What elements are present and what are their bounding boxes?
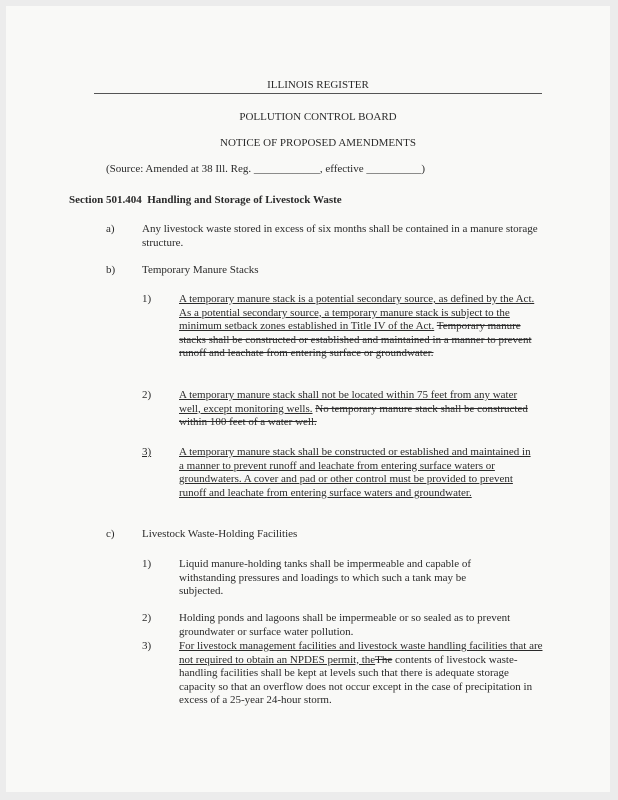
item-b1-text bbox=[179, 293, 537, 361]
item-c1-text: Liquid manure-holding tanks shall be impermeable and capable of withstanding pressures and loadings to which such a tank may be subjected. bbox=[179, 558, 472, 598]
item-c3-deleted-text: The bbox=[375, 653, 393, 666]
item-b1-number: 1) bbox=[142, 293, 152, 305]
subsection-b-label: b) bbox=[106, 264, 116, 276]
item-b2-text bbox=[179, 389, 537, 430]
register-heading: ILLINOIS REGISTER bbox=[267, 79, 369, 91]
board-heading: POLLUTION CONTROL BOARD bbox=[239, 111, 397, 123]
item-b2-deleted-text: No temporary manure stack shall be constructed within 100 feet of a water well. bbox=[179, 402, 528, 429]
item-b3-inserted-text: A temporary manure stack shall be constructed or established and maintained in a manner to prevent runoff and leachate from entering surface waters or groundwaters. A cover and pad or other control must be provided to prevent runoff and leachate from entering surface waters and groundwater. bbox=[179, 446, 531, 499]
section-title: Handling and Storage of Livestock Waste bbox=[147, 194, 342, 206]
item-b1-inserted-text: A temporary manure stack is a potential secondary source, as defined by the Act. As a potential secondary source, a temporary manure stack is subject to the minimum setback zones established in Title IV of the Act. bbox=[179, 293, 535, 333]
item-c3-body-text: contents of livestock waste-handling facilities shall be kept at levels such that there is adequate storage capacity so that an overflow does not occur except in the case of precipitation in excess of a 25-year 24-hour storm. bbox=[179, 653, 533, 707]
item-c3-number: 3) bbox=[142, 640, 152, 652]
subsection-a-label: a) bbox=[106, 223, 115, 235]
section-number: Section 501.404 bbox=[69, 194, 142, 206]
item-c2-number: 2) bbox=[142, 612, 152, 624]
subsection-a-text: Any livestock waste stored in excess of six months shall be contained in a manure storage structure. bbox=[142, 223, 538, 249]
subsection-c-title: Livestock Waste-Holding Facilities bbox=[142, 528, 298, 540]
item-b2-number: 2) bbox=[142, 389, 152, 401]
source-line: (Source: Amended at 38 Ill. Reg. ____________, effective __________) bbox=[106, 163, 426, 175]
item-b2-inserted-text: A temporary manure stack shall not be located within 75 feet from any water well, except monitoring wells. bbox=[179, 389, 518, 415]
item-c2-text: Holding ponds and lagoons shall be impermeable or so sealed as to prevent groundwater or surface water pollution. bbox=[179, 612, 511, 638]
subsection-b-title: Temporary Manure Stacks bbox=[142, 264, 259, 276]
item-c3-text bbox=[179, 640, 543, 708]
section-heading bbox=[69, 194, 539, 208]
item-c1-number: 1) bbox=[142, 558, 152, 570]
item-b3-number: 3) bbox=[142, 446, 152, 458]
item-b1-deleted-text: Temporary manure stacks shall be constructed or established and maintained in a manner to prevent runoff and leachate from entering surface or groundwater. bbox=[179, 320, 532, 360]
notice-heading: NOTICE OF PROPOSED AMENDMENTS bbox=[220, 137, 416, 149]
header-rule bbox=[94, 93, 542, 94]
item-b3-text bbox=[179, 446, 537, 500]
subsection-c-label: c) bbox=[106, 528, 115, 540]
item-c3-inserted-text: For livestock management facilities and livestock waste handling facilities that are not required to obtain an NPDES permit, the bbox=[179, 640, 543, 666]
